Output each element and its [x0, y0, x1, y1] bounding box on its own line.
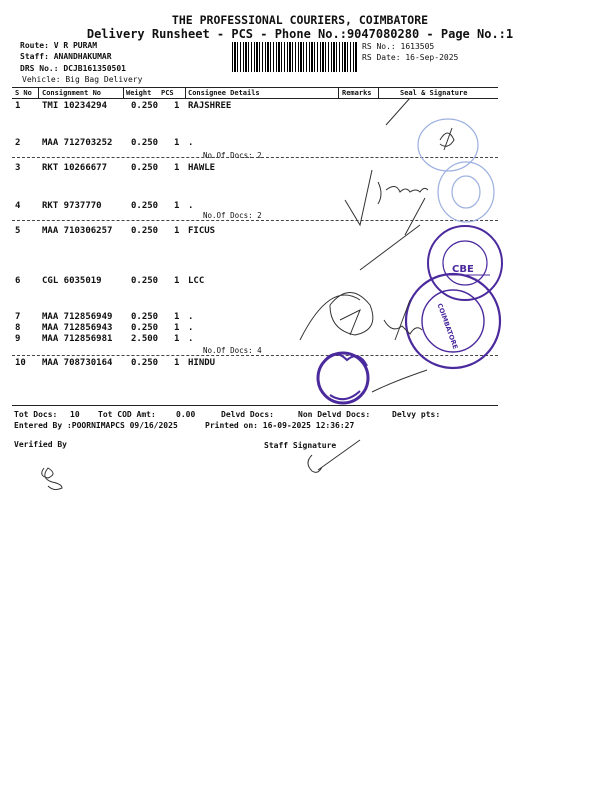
row-consignment-no: MAA 712856949 [42, 312, 113, 322]
row-pcs: 1 [174, 358, 180, 368]
delvy-pts: Delvy pts: [392, 410, 441, 419]
row-weight: 0.250 [131, 201, 159, 211]
row-weight: 2.500 [131, 334, 159, 344]
row-weight: 0.250 [131, 226, 159, 236]
tot-cod-value: 0.00 [176, 410, 196, 419]
row-consignment-no: MAA 712856981 [42, 334, 113, 344]
row-consignment-no: RKT 9737770 [42, 201, 102, 211]
row-no-of-docs: No.Of Docs: 2 [203, 151, 262, 160]
col-header-pcs: PCS [161, 89, 174, 97]
chakra-stamp-text: COIMBATORE [435, 302, 460, 351]
table-row [0, 226, 600, 240]
signature-line-6 [372, 370, 427, 392]
table-row [0, 138, 600, 152]
table-row [0, 276, 600, 290]
verified-signature [42, 468, 62, 490]
row-pcs: 1 [174, 312, 180, 322]
barcode [232, 42, 357, 72]
row-weight: 0.250 [131, 101, 159, 111]
col-header-seal: Seal & Signature [400, 89, 468, 97]
row-sno: 5 [15, 226, 21, 236]
row-consignee: . [188, 323, 194, 333]
table-row [0, 358, 600, 372]
row-consignee: FICUS [188, 226, 216, 236]
tot-docs-value: 10 [70, 410, 80, 419]
row-consignee: LCC [188, 276, 205, 286]
row-pcs: 1 [174, 276, 180, 286]
row-consignment-no: MAA 710306257 [42, 226, 113, 236]
verified-by-label: Verified By [14, 440, 67, 449]
entered-by: Entered By :POORNIMAPCS 09/16/2025 [14, 421, 178, 430]
row-consignee: HAWLE [188, 163, 216, 173]
non-delvd-docs: Non Delvd Docs: [298, 410, 371, 419]
row-consignee: . [188, 201, 194, 211]
row-weight: 0.250 [131, 358, 159, 368]
row-consignment-no: MAA 712703252 [42, 138, 113, 148]
row-pcs: 1 [174, 201, 180, 211]
row-consignee: RAJSHREE [188, 101, 232, 111]
table-row [0, 101, 600, 115]
document-title: THE PROFESSIONAL COURIERS, COIMBATORE [171, 13, 429, 27]
row-pcs: 1 [174, 138, 180, 148]
row-sno: 4 [15, 201, 21, 211]
table-row [0, 334, 600, 348]
row-weight: 0.250 [131, 163, 159, 173]
row-sno: 3 [15, 163, 21, 173]
staff-signature-label: Staff Signature [264, 441, 337, 450]
rs-date: RS Date: 16-Sep-2025 [362, 53, 459, 62]
row-separator [12, 157, 498, 158]
rs-number: RS No.: 1613505 [362, 42, 435, 51]
row-pcs: 1 [174, 323, 180, 333]
row-weight: 0.250 [131, 312, 159, 322]
signature-line-2 [345, 170, 372, 225]
row-pcs: 1 [174, 163, 180, 173]
row-consignee: . [188, 334, 194, 344]
row-consignment-no: MAA 712856943 [42, 323, 113, 333]
row-sno: 6 [15, 276, 21, 286]
row-consignment-no: MAA 708730164 [42, 358, 113, 368]
row-sno: 2 [15, 138, 21, 148]
col-header-weight: Weight [126, 89, 152, 97]
row-sno: 7 [15, 312, 21, 322]
row-consignee: HINDU [188, 358, 216, 368]
row-consignee: . [188, 138, 194, 148]
printed-on: Printed on: 16-09-2025 12:36:27 [205, 421, 355, 430]
cbe-stamp-text: CBE [452, 264, 474, 275]
row-no-of-docs: No.Of Docs: 2 [203, 211, 262, 220]
tot-cod-label: Tot COD Amt: [98, 410, 156, 419]
document-subtitle: Delivery Runsheet - PCS - Phone No.:9047080280 - Page No.:1 [86, 27, 514, 41]
row-consignee: . [188, 312, 194, 322]
tot-docs-label: Tot Docs: [14, 410, 58, 419]
row-no-of-docs: No.Of Docs: 4 [203, 346, 262, 355]
row-weight: 0.250 [131, 138, 159, 148]
row-consignment-no: RKT 10266677 [42, 163, 108, 173]
row-separator [12, 220, 498, 221]
table-header-rule [12, 98, 498, 99]
row-consignment-no: CGL 6035019 [42, 276, 102, 286]
drs-number: DRS No.: DCJB161350501 [20, 64, 126, 73]
row-pcs: 1 [174, 334, 180, 344]
vehicle-text: Vehicle: Big Bag Delivery [22, 75, 143, 84]
route-text: Route: V R PURAM [20, 41, 98, 50]
row-pcs: 1 [174, 101, 180, 111]
col-header-consignment: Consignment No [42, 89, 102, 97]
table-top-rule [12, 87, 498, 88]
table-row [0, 201, 600, 215]
row-sno: 1 [15, 101, 21, 111]
row-sno: 8 [15, 323, 21, 333]
row-weight: 0.250 [131, 276, 159, 286]
row-sno: 9 [15, 334, 21, 344]
col-header-remarks: Remarks [342, 89, 372, 97]
row-weight: 0.250 [131, 323, 159, 333]
col-header-sno: S No [15, 89, 32, 97]
table-row [0, 163, 600, 177]
row-pcs: 1 [174, 226, 180, 236]
delvd-docs: Delvd Docs: [221, 410, 274, 419]
row-separator [12, 355, 498, 356]
col-header-consignee: Consignee Details [188, 89, 260, 97]
row-sno: 10 [15, 358, 26, 368]
staff-text: Staff: ANANDHAKUMAR [20, 52, 112, 61]
row-consignment-no: TMI 10234294 [42, 101, 108, 111]
table-bottom-rule [12, 405, 498, 406]
